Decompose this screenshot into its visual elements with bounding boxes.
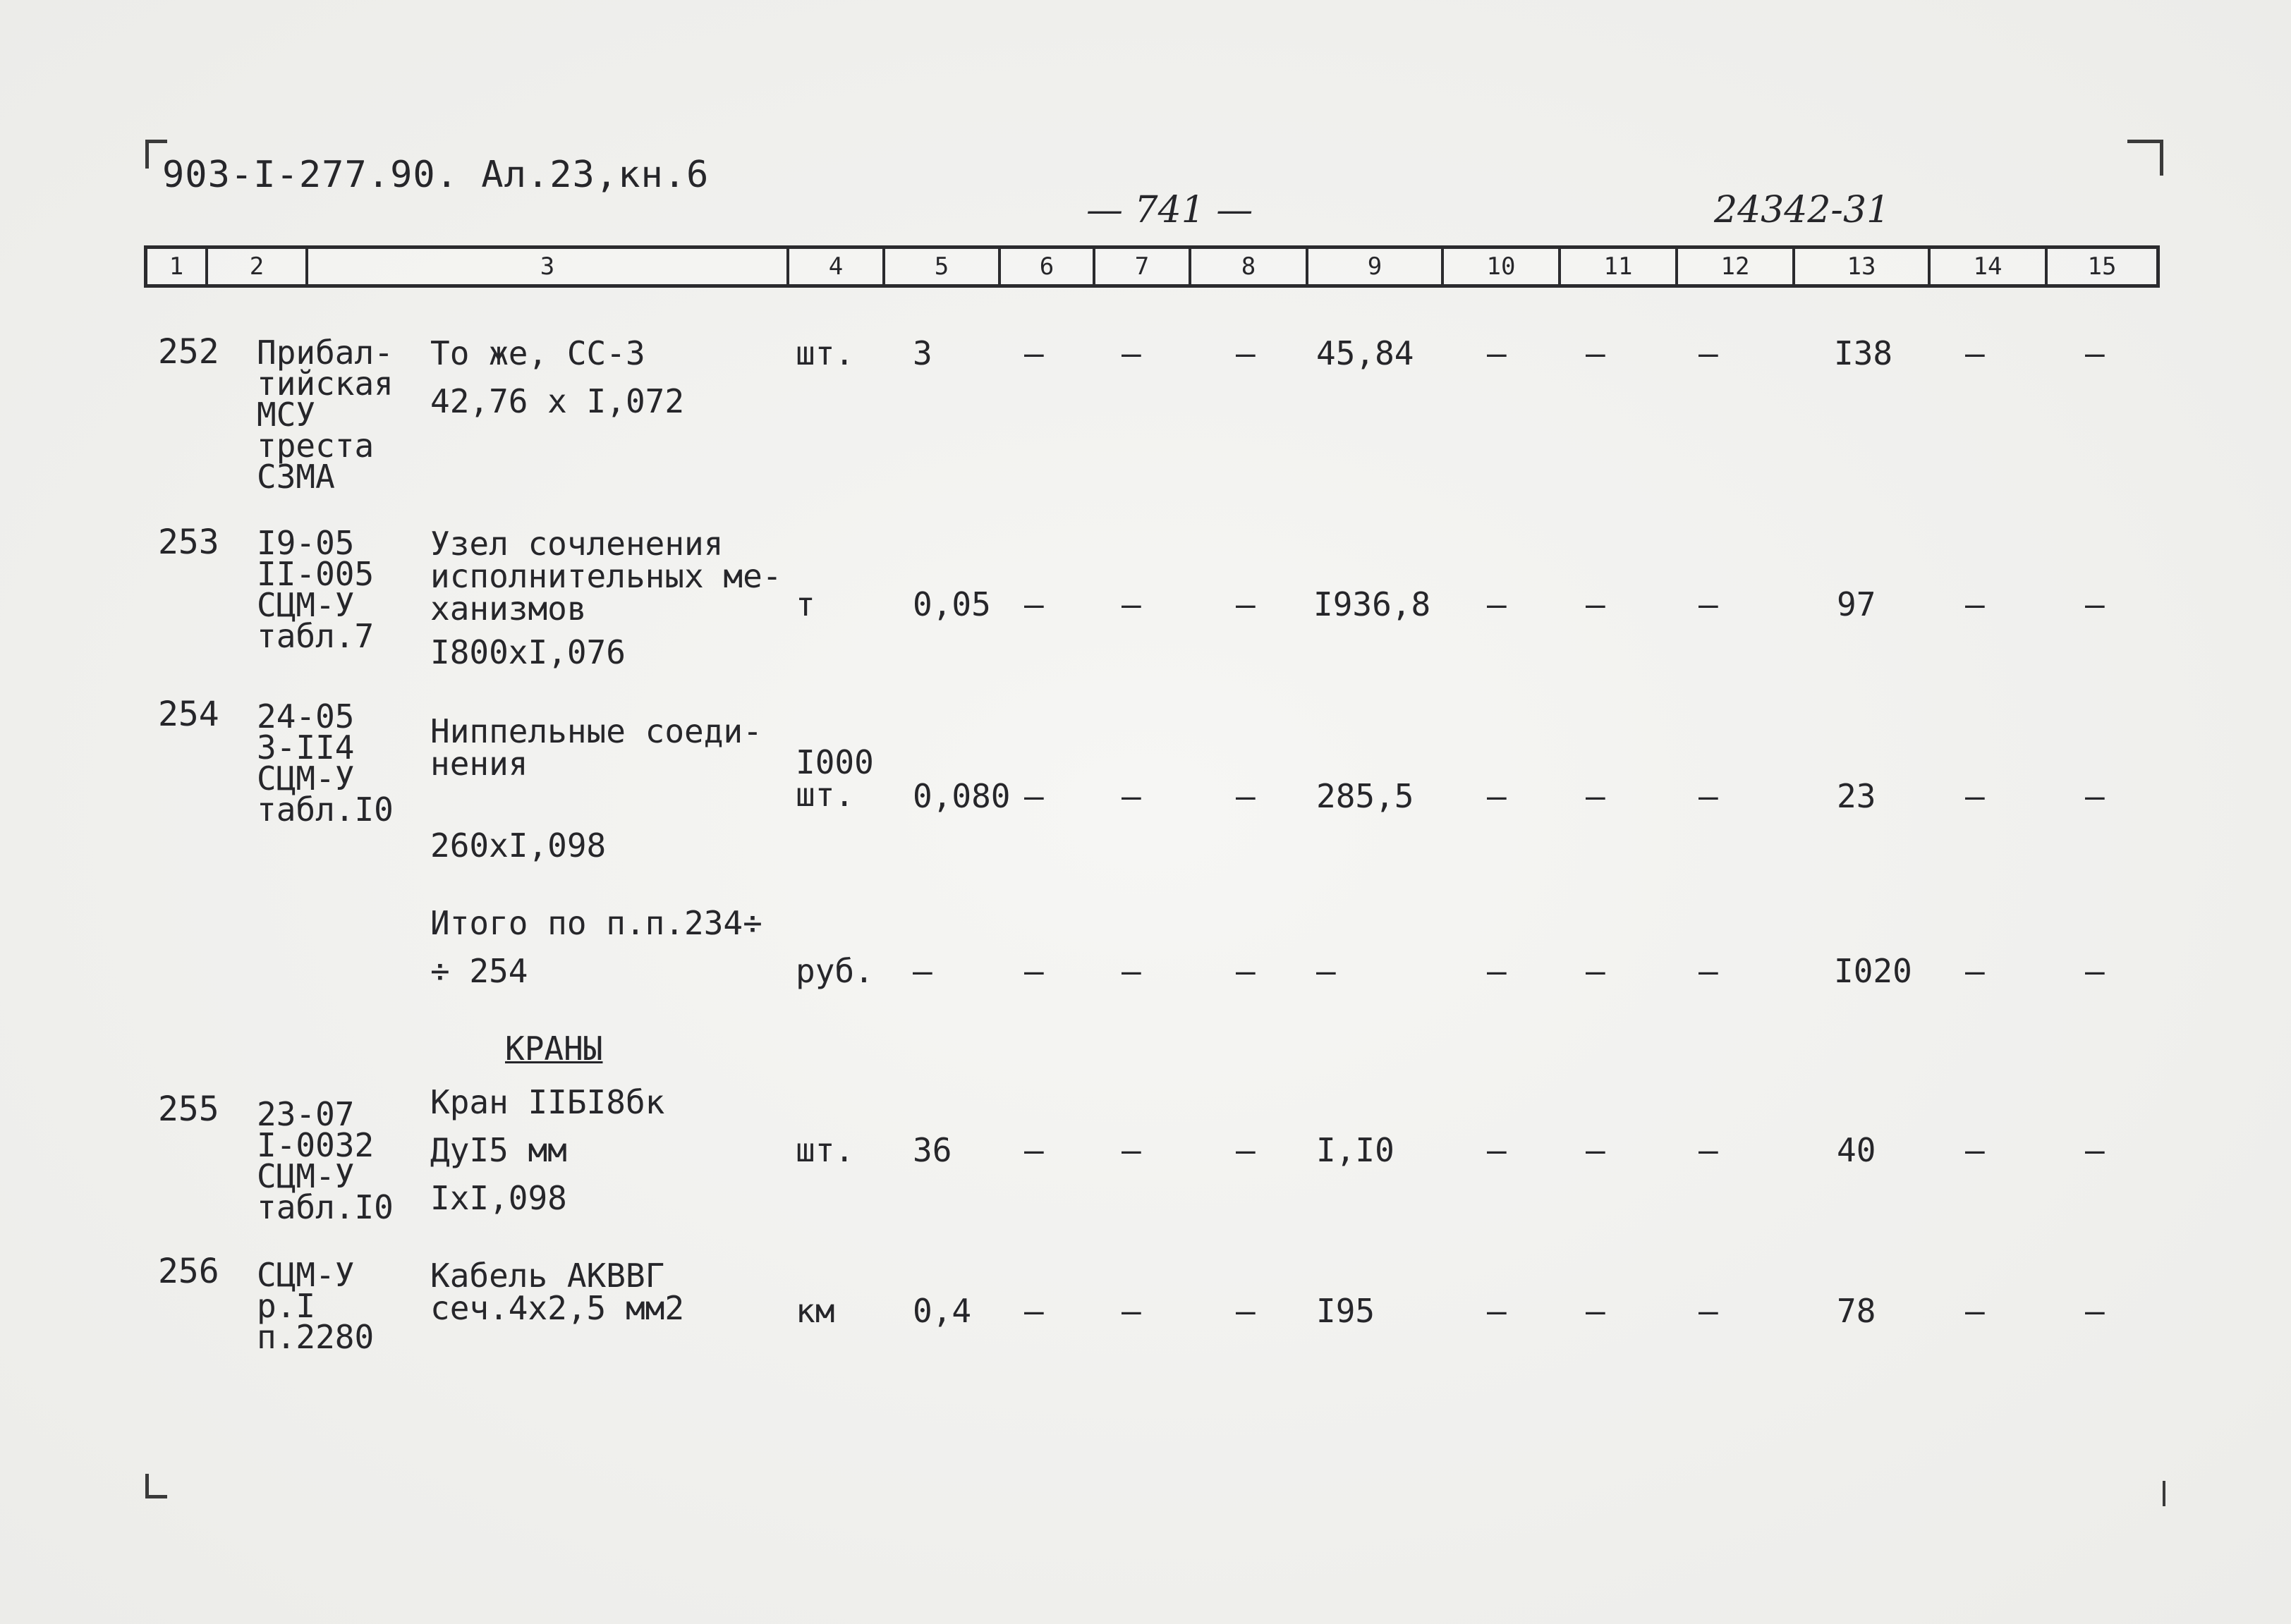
column-header: 10 [1444, 249, 1561, 284]
col-7: – [1122, 334, 1141, 372]
description-size: ДуI5 мм [430, 1131, 567, 1169]
sheet-code: 24342-31 [1714, 189, 1890, 231]
col-15: – [2085, 777, 2105, 815]
col-13: I38 [1834, 334, 1893, 372]
col-6: – [1024, 952, 1044, 990]
col-10: – [1487, 777, 1507, 815]
unit: т [796, 585, 815, 623]
col-7: – [1122, 777, 1141, 815]
col-6: – [1024, 777, 1044, 815]
page-number: — 741 — [1086, 189, 1253, 231]
row-number: 254 [158, 695, 219, 734]
corner-mark-bottom-left [145, 1474, 167, 1498]
col-7: – [1122, 1131, 1141, 1169]
col-10: – [1487, 1292, 1507, 1330]
col-9: 285,5 [1316, 777, 1414, 815]
col-15: – [2085, 334, 2105, 372]
col-10: – [1487, 334, 1507, 372]
column-header: 12 [1678, 249, 1795, 284]
col-11: – [1586, 777, 1605, 815]
reference: 24-05 3-II4 СЦМ-У табл.I0 [257, 697, 394, 829]
col-10: – [1487, 585, 1507, 623]
description: Узел сочленения исполнительных ме- ханизмов [430, 525, 782, 628]
col-5: 0,4 [913, 1292, 972, 1330]
reference: I9-05 II-005 СЦМ-У табл.7 [257, 524, 375, 655]
row-number: 255 [158, 1089, 219, 1129]
col-15: – [2085, 585, 2105, 623]
col-7: – [1122, 952, 1141, 990]
col-5: 3 [913, 334, 932, 372]
col-9: 45,84 [1316, 334, 1414, 372]
unit: I000 шт. [796, 743, 874, 814]
col-14: – [1965, 952, 1985, 990]
column-header: 5 [885, 249, 1001, 284]
col-5: 0,080 [913, 777, 1011, 815]
col-14: – [1965, 777, 1985, 815]
col-12: – [1699, 334, 1718, 372]
reference: Прибал- тийская МСУ треста СЗМА [257, 334, 394, 496]
col-8: – [1236, 1292, 1256, 1330]
col-14: – [1965, 1292, 1985, 1330]
col-5: 0,05 [913, 585, 991, 623]
col-10: – [1487, 952, 1507, 990]
description: Кабель АКВВГ сеч.4х2,5 мм2 [430, 1257, 685, 1327]
col-13: 40 [1837, 1131, 1876, 1169]
col-11: – [1586, 1131, 1605, 1169]
column-header: 1 [147, 249, 208, 284]
column-header: 14 [1931, 249, 2048, 284]
column-header: 7 [1095, 249, 1191, 284]
calculation: I800xI,076 [430, 633, 626, 671]
column-header: 11 [1561, 249, 1678, 284]
subtotal-range: ÷ 254 [430, 952, 528, 990]
description: Ниппельные соеди- нения [430, 712, 762, 783]
col-13: 97 [1837, 585, 1876, 623]
calculation: IxI,098 [430, 1179, 567, 1217]
subtotal-label: Итого по п.п.234÷ [430, 904, 762, 942]
unit: шт. [796, 334, 855, 372]
column-header: 8 [1191, 249, 1308, 284]
unit: шт. [796, 1131, 855, 1169]
col-8: – [1236, 777, 1256, 815]
col-11: – [1586, 334, 1605, 372]
calculation: 260xI,098 [430, 826, 607, 865]
column-header: 13 [1795, 249, 1931, 284]
col-6: – [1024, 1131, 1044, 1169]
col-9: I936,8 [1313, 585, 1431, 623]
column-header: 9 [1308, 249, 1444, 284]
col-14: – [1965, 585, 1985, 623]
col-11: – [1586, 952, 1605, 990]
col-8: – [1236, 952, 1256, 990]
col-12: – [1699, 777, 1718, 815]
col-13: 78 [1837, 1292, 1876, 1330]
col-15: – [2085, 1292, 2105, 1330]
col-15: – [2085, 1131, 2105, 1169]
corner-mark-top-right [2127, 140, 2163, 176]
col-11: – [1586, 1292, 1605, 1330]
document-code: 903-I-277.90. Ал.23,кн.6 [162, 154, 710, 196]
col-7: – [1122, 585, 1141, 623]
column-header: 2 [208, 249, 308, 284]
col-6: – [1024, 334, 1044, 372]
col-12: – [1699, 1292, 1718, 1330]
description: То же, СС-3 [430, 334, 645, 372]
unit: км [796, 1292, 835, 1330]
column-header: 6 [1001, 249, 1095, 284]
column-header: 3 [308, 249, 789, 284]
col-7: – [1122, 1292, 1141, 1330]
row-number: 253 [158, 523, 219, 562]
column-header: 4 [789, 249, 885, 284]
col-15: – [2085, 952, 2105, 990]
col-9: – [1316, 952, 1336, 990]
col-14: – [1965, 334, 1985, 372]
row-number: 256 [158, 1252, 219, 1291]
col-10: – [1487, 1131, 1507, 1169]
reference: СЦМ-У р.I п.2280 [257, 1256, 375, 1356]
col-12: – [1699, 952, 1718, 990]
unit: руб. [796, 952, 874, 990]
column-header-row [144, 245, 2160, 288]
row-number: 252 [158, 332, 219, 372]
col-12: – [1699, 585, 1718, 623]
calculation: 42,76 х I,072 [430, 382, 685, 420]
col-6: – [1024, 1292, 1044, 1330]
column-header: 15 [2087, 252, 2117, 281]
section-heading: КРАНЫ [505, 1030, 603, 1068]
col-8: – [1236, 334, 1256, 372]
col-13: I020 [1834, 952, 1912, 990]
col-12: – [1699, 1131, 1718, 1169]
col-8: – [1236, 585, 1256, 623]
col-9: I,I0 [1316, 1131, 1394, 1169]
col-5: 36 [913, 1131, 952, 1169]
description: Кран IIБI8бк [430, 1083, 665, 1121]
col-14: – [1965, 1131, 1985, 1169]
col-6: – [1024, 585, 1044, 623]
col-11: – [1586, 585, 1605, 623]
col-5: – [913, 952, 932, 990]
col-9: I95 [1316, 1292, 1375, 1330]
col-8: – [1236, 1131, 1256, 1169]
corner-mark-bottom-right [2163, 1481, 2165, 1506]
col-13: 23 [1837, 777, 1876, 815]
reference: 23-07 I-0032 СЦМ-У табл.I0 [257, 1095, 394, 1226]
